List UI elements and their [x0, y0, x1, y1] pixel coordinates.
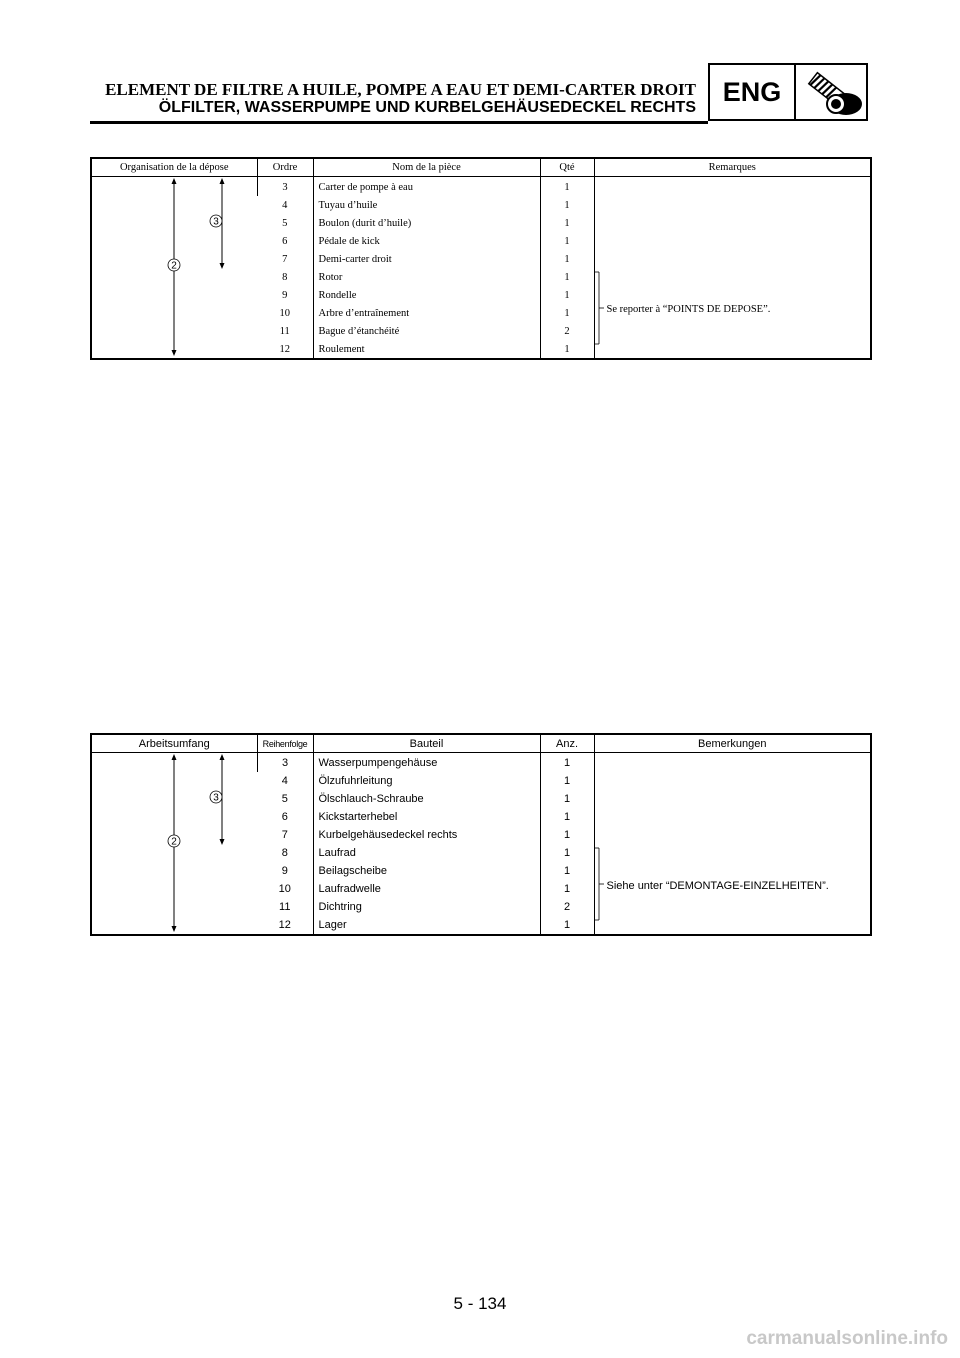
order-cell: 10 — [279, 307, 290, 319]
order-cell: 5 — [281, 793, 288, 805]
column-header-job: Arbeitsumfang — [91, 734, 257, 753]
quantity-cell: 1 — [540, 772, 594, 790]
order-cell: 9 — [281, 865, 288, 877]
column-header-remarks: Remarques — [594, 158, 871, 177]
quantity-cell: 1 — [540, 826, 594, 844]
order-cell: 12 — [278, 919, 291, 931]
table-row — [91, 753, 871, 773]
part-name-cell: Dichtring — [313, 898, 540, 916]
order-cell: 4 — [282, 199, 288, 211]
marker-outer: 2 — [171, 260, 177, 272]
marker-inner: 3 — [213, 792, 219, 804]
part-name-cell: Bague d’étanchéité — [313, 322, 540, 340]
section-badge — [708, 63, 868, 121]
quantity-cell: 1 — [540, 250, 594, 268]
order-cell: 8 — [281, 847, 288, 859]
disassembly-table-german — [90, 733, 872, 936]
quantity-cell: 1 — [540, 286, 594, 304]
order-cell: 5 — [282, 217, 288, 229]
remarks-bracket — [595, 753, 615, 935]
part-name-cell: Ölzufuhrleitung — [313, 772, 540, 790]
column-header-quantity: Qté — [540, 158, 594, 177]
quantity-cell: 1 — [540, 214, 594, 232]
table-row — [91, 177, 871, 197]
page-number: 5 - 134 — [453, 1294, 507, 1313]
part-name-cell: Wasserpumpengehäuse — [313, 753, 540, 773]
remarks-text: Siehe unter “DEMONTAGE-EINZELHEITEN”. — [606, 880, 829, 892]
page-title-french: ELEMENT DE FILTRE A HUILE, POMPE A EAU ET DEMI-CARTER DROIT — [105, 80, 696, 99]
part-name-cell: Beilagscheibe — [313, 862, 540, 880]
range-brackets — [92, 753, 257, 935]
engine-bolt-icon — [800, 68, 864, 118]
quantity-cell: 1 — [540, 232, 594, 250]
table-header-row — [91, 734, 871, 753]
quantity-cell: 1 — [540, 340, 594, 359]
watermark: carmanualsonline.info — [746, 1328, 948, 1349]
quantity-cell: 1 — [540, 196, 594, 214]
order-cell: 11 — [279, 325, 290, 337]
quantity-cell: 1 — [540, 844, 594, 862]
part-name-cell: Rotor — [313, 268, 540, 286]
part-name-cell: Rondelle — [313, 286, 540, 304]
part-name-cell: Demi-carter droit — [313, 250, 540, 268]
job-range-cell — [91, 177, 257, 360]
remarks-bracket — [595, 177, 615, 359]
marker-inner: 3 — [213, 216, 219, 228]
column-header-order: Ordre — [257, 158, 313, 177]
column-header-order: Reihenfolge — [257, 734, 313, 753]
table-header-row — [91, 158, 871, 177]
order-cell: 8 — [282, 271, 288, 283]
column-header-part-name: Bauteil — [313, 734, 540, 753]
part-name-cell: Ölschlauch-Schraube — [313, 790, 540, 808]
part-name-cell: Pédale de kick — [313, 232, 540, 250]
order-cell: 6 — [282, 235, 288, 247]
quantity-cell: 1 — [540, 790, 594, 808]
column-header-part-name: Nom de la pièce — [313, 158, 540, 177]
quantity-cell: 1 — [540, 808, 594, 826]
order-cell: 11 — [279, 901, 291, 913]
disassembly-table-french — [90, 157, 872, 360]
range-brackets — [92, 177, 257, 359]
order-cell: 3 — [257, 753, 313, 773]
part-name-cell: Tuyau d’huile — [313, 196, 540, 214]
page-title-german: ÖLFILTER, WASSERPUMPE UND KURBELGEHÄUSEDECKEL RECHTS — [158, 99, 696, 116]
column-header-remarks: Bemerkungen — [594, 734, 871, 753]
column-header-job: Organisation de la dépose — [91, 158, 257, 177]
remarks-text: Se reporter à “POINTS DE DEPOSE”. — [606, 304, 771, 315]
quantity-cell: 2 — [540, 322, 594, 340]
quantity-cell: 1 — [540, 862, 594, 880]
quantity-cell: 1 — [540, 177, 594, 197]
order-cell: 3 — [257, 177, 313, 197]
order-cell: 10 — [278, 883, 291, 895]
column-header-quantity: Anz. — [540, 734, 594, 753]
header-rule — [90, 121, 708, 124]
order-cell: 6 — [281, 811, 288, 823]
job-range-cell — [91, 753, 257, 936]
part-name-cell: Kurbelgehäusedeckel rechts — [313, 826, 540, 844]
part-name-cell: Kickstarterhebel — [313, 808, 540, 826]
remarks-cell — [594, 753, 871, 936]
quantity-cell: 1 — [540, 304, 594, 322]
order-cell: 12 — [279, 343, 290, 355]
remarks-cell — [594, 177, 871, 360]
order-cell: 7 — [281, 829, 288, 841]
quantity-cell: 1 — [540, 880, 594, 898]
part-name-cell: Carter de pompe à eau — [313, 177, 540, 197]
part-name-cell: Laufrad — [313, 844, 540, 862]
part-name-cell: Laufradwelle — [313, 880, 540, 898]
part-name-cell: Arbre d’entraînement — [313, 304, 540, 322]
part-name-cell: Boulon (durit d’huile) — [313, 214, 540, 232]
order-cell: 4 — [281, 775, 288, 787]
quantity-cell: 1 — [540, 268, 594, 286]
order-cell: 7 — [282, 253, 288, 265]
marker-outer: 2 — [171, 836, 177, 848]
part-name-cell: Roulement — [313, 340, 540, 359]
section-badge-label: ENG — [710, 65, 796, 119]
quantity-cell: 1 — [540, 916, 594, 935]
quantity-cell: 2 — [540, 898, 594, 916]
order-cell: 9 — [282, 289, 288, 301]
part-name-cell: Lager — [313, 916, 540, 935]
quantity-cell: 1 — [540, 753, 594, 773]
